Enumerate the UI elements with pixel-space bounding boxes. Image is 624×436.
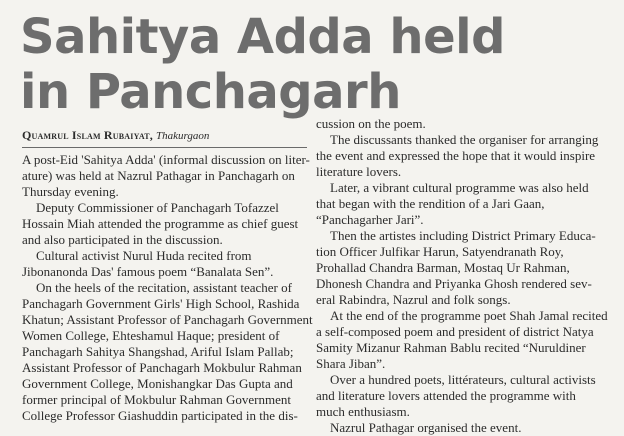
article-text-line: cussion on the poem. (316, 116, 426, 131)
article-text-line: College Professor Giashuddin participated in the dis- (22, 408, 298, 423)
article-text-line: ature) was held at Nazrul Pathagar in Panchagarh on (22, 168, 295, 183)
article-text-line: Dhonesh Chandra and Priyanka Ghosh rendered sev- (316, 276, 592, 291)
article-text-line: Shara Jiban”. (316, 356, 386, 371)
article-text-line: Samity Mizanur Rahman Bablu recited “Nuruldiner (316, 340, 586, 355)
article-text-line: Cultural activist Nurul Huda recited from (36, 248, 252, 263)
byline-place: Thakurgaon (155, 130, 210, 142)
article-column-2 (316, 116, 616, 436)
article-text-line: Thursday evening. (22, 184, 119, 199)
article-text-line: former principal of Mokbulur Rahman Government (22, 392, 291, 407)
article-text-line: “Panchagarher Jari”. (316, 212, 424, 227)
byline-author: Quamrul Islam Rubaiyat, (22, 128, 153, 142)
byline (22, 127, 209, 144)
article-text-line: the event and expressed the hope that it would inspire (316, 148, 596, 163)
headline-line: in Panchagarh (20, 64, 401, 120)
article-text-line: and literature lovers attended the programme with (316, 388, 576, 403)
article-text-line: A post-Eid 'Sahitya Adda' (informal discussion on liter- (22, 152, 310, 167)
article-text-line: Jibonanonda Das' famous poem “Banalata Sen”. (22, 264, 274, 279)
article-text-line: Then the artistes including District Primary Educa- (330, 228, 596, 243)
article-text-line: eral Rabindra, Nazrul and folk songs. (316, 292, 511, 307)
article-text-line: Panchagarh Government Girls' High School, Rashida (22, 296, 300, 311)
headline-line: Sahitya Adda held (20, 9, 505, 65)
article-text-line: Prohallad Chandra Barman, Mostaq Ur Rahman, (316, 260, 570, 275)
article-text-line: that began with the rendition of a Jari Gaan, (316, 196, 545, 211)
article-text-line: Later, a vibrant cultural programme was also held (330, 180, 589, 195)
article-text-line: Khatun; Assistant Professor of Panchagarh Government (22, 312, 313, 327)
article-text-line: tion Officer Julfikar Harun, Satyendranath Roy, (316, 244, 564, 259)
article-text-line: literature lovers. (316, 164, 402, 179)
article-text-line: Government College, Monishangkar Das Gupta and (22, 376, 293, 391)
article-text-line: At the end of the programme poet Shah Jamal recited (330, 308, 608, 323)
article-text-line: Panchagarh Sahitya Shangshad, Ariful Islam Pallab; (22, 344, 294, 359)
article-text-line: Nazrul Pathagar organised the event. (330, 420, 522, 435)
article-text-line: Hossain Miah attended the programme as chief guest (22, 216, 299, 231)
article-text-line: On the heels of the recitation, assistant teacher of (36, 280, 292, 295)
article-text-line: Over a hundred poets, littérateurs, cultural activists (330, 372, 596, 387)
headline (20, 10, 620, 120)
article-text-line: The discussants thanked the organiser for arranging (330, 132, 599, 147)
article-text-line: Assistant Professor of Panchagarh Mokbulur Rahman (22, 360, 302, 375)
article-text-line: and also participated in the discussion. (22, 232, 223, 247)
article-column-1 (22, 152, 312, 424)
article-text-line: much enthusiasm. (316, 404, 410, 419)
byline-divider (22, 147, 307, 148)
article-text-line: Women College, Ehteshamul Haque; president of (22, 328, 280, 343)
article-text-line: a self-composed poem and president of district Natya (316, 324, 594, 339)
article-text-line: Deputy Commissioner of Panchagarh Tofazzel (36, 200, 279, 215)
